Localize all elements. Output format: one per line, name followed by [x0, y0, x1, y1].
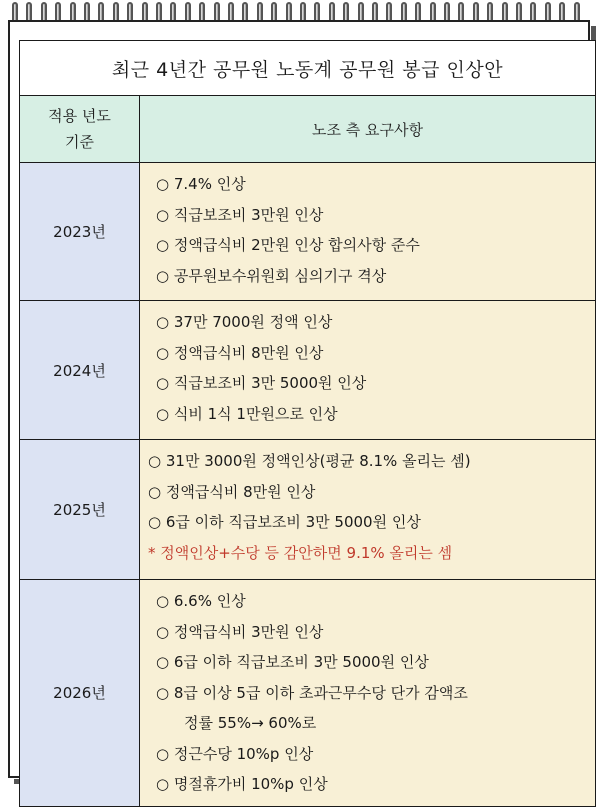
- year-cell: 2024년: [20, 301, 140, 440]
- list-item: ○ 7.4% 인상: [156, 175, 246, 193]
- list-item: ○ 직급보조비 3만 5000원 인상: [156, 374, 367, 392]
- list-item: ○ 37만 7000원 정액 인상: [156, 313, 333, 331]
- header-year-line2: 기준: [65, 133, 94, 151]
- table-row: [20, 440, 596, 580]
- header-row: [20, 96, 596, 163]
- header-demands: 노조 측 요구사항: [140, 96, 596, 163]
- year-cell: 2023년: [20, 163, 140, 301]
- table-row: [20, 301, 596, 440]
- demands-cell: [140, 301, 596, 440]
- list-item: ○ 6급 이하 직급보조비 3만 5000원 인상: [156, 653, 429, 671]
- document-frame: [8, 20, 590, 793]
- table-row: [20, 163, 596, 301]
- page-title: 최근 4년간 공무원 노동계 공무원 봉급 인상안: [20, 41, 596, 96]
- list-item: ○ 6.6% 인상: [156, 592, 246, 610]
- list-item: ○ 식비 1식 1만원으로 인상: [156, 404, 338, 423]
- demands-cell: [140, 163, 596, 301]
- list-item: ○ 직급보조비 3만원 인상: [156, 205, 324, 224]
- list-item: ○ 정액급식비 8만원 인상: [148, 482, 316, 501]
- list-item: ○ 정액급식비 2만원 인상 합의사항 준수: [156, 236, 420, 254]
- list-item: ○ 31만 3000원 정액인상(평균 8.1% 올리는 셈): [148, 452, 471, 470]
- demands-cell: [140, 440, 596, 580]
- list-item-continuation: 정률 55%→ 60%로: [184, 714, 317, 732]
- table-row: [20, 580, 596, 807]
- header-year-line1: 적용 년도: [48, 107, 111, 125]
- year-cell: 2025년: [20, 440, 140, 580]
- list-item: ○ 정근수당 10%p 인상: [156, 744, 314, 763]
- footnote: * 정액인상+수당 등 감안하면 9.1% 올리는 셈: [148, 543, 453, 562]
- list-item: ○ 6급 이하 직급보조비 3만 5000원 인상: [148, 513, 421, 531]
- salary-table: [19, 40, 596, 807]
- list-item: ○ 정액급식비 3만원 인상: [156, 622, 324, 641]
- list-item: ○ 명절휴가비 10%p 인상: [156, 775, 328, 793]
- list-item: ○ 정액급식비 8만원 인상: [156, 343, 324, 362]
- list-item: ○ 공무원보수위원회 심의기구 격상: [156, 266, 387, 285]
- demands-cell: [140, 580, 596, 807]
- year-cell: 2026년: [20, 580, 140, 807]
- list-item: ○ 8급 이상 5급 이하 초과근무수당 단가 감액조: [156, 683, 468, 702]
- header-year: [20, 96, 140, 163]
